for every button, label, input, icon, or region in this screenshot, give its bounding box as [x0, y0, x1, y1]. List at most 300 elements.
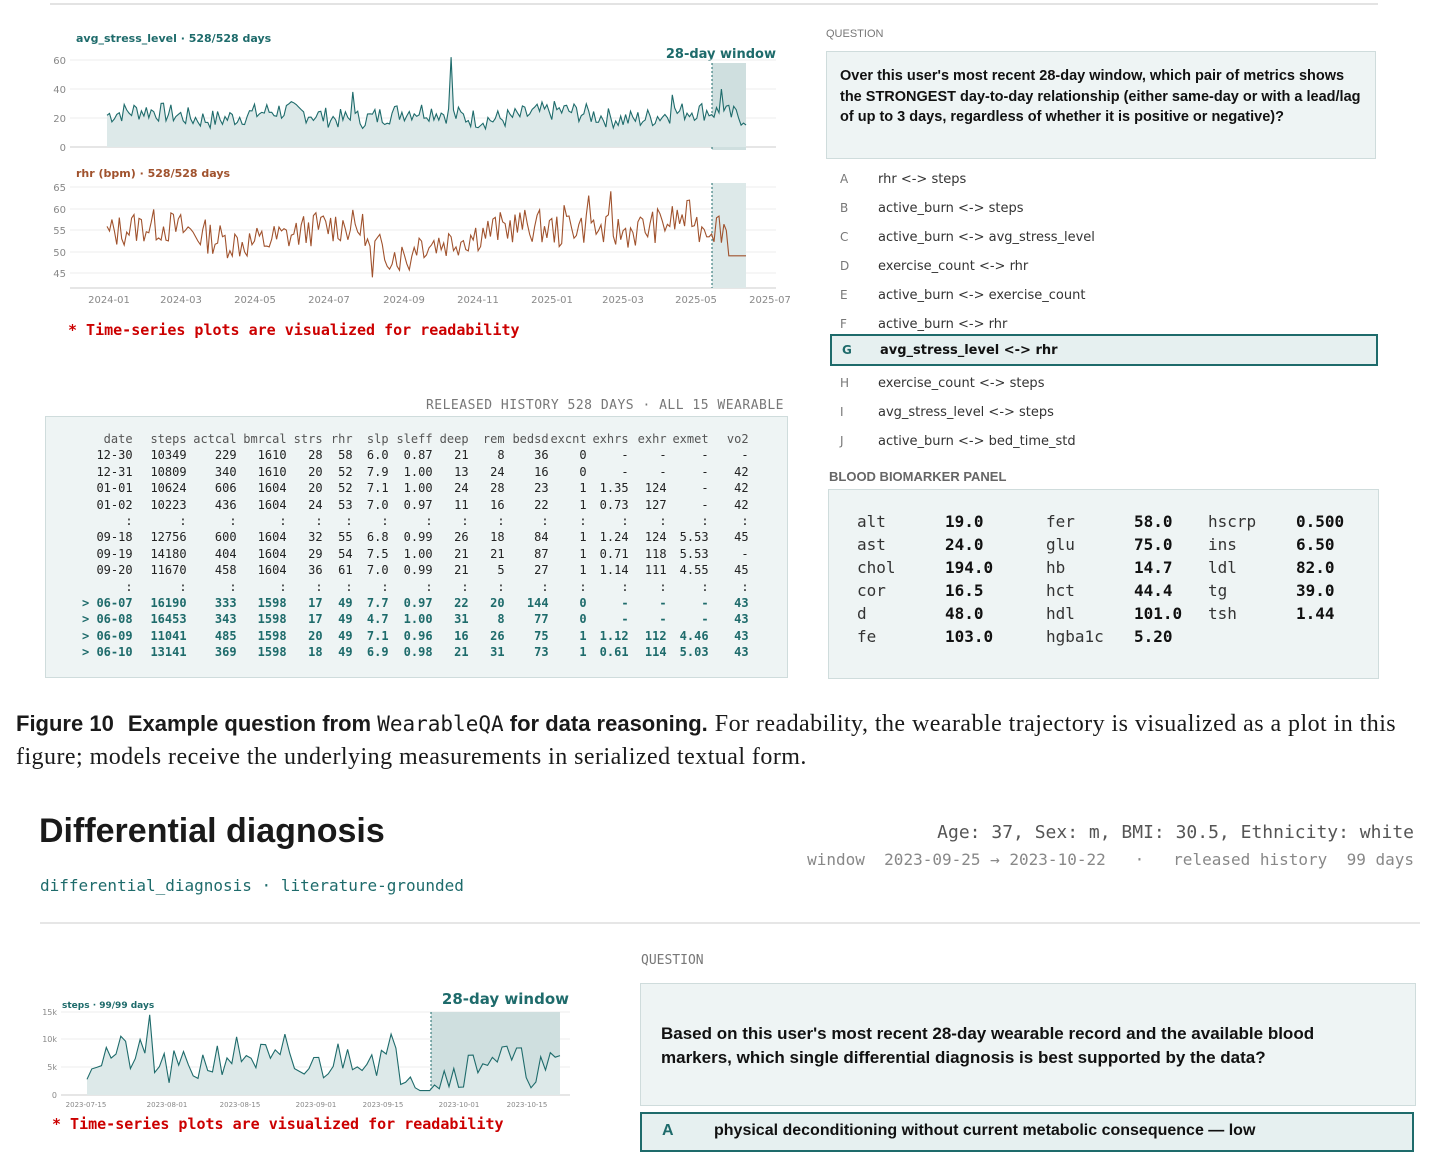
- stress-y-tick: 20: [53, 114, 66, 125]
- history-cell: 1.00: [403, 546, 433, 561]
- history-cell: 61: [338, 563, 353, 578]
- history-cell: 144: [526, 596, 549, 611]
- history-cell: 1.12: [599, 628, 629, 643]
- steps-x-tick: 2023-09-01: [295, 1101, 337, 1109]
- history-row: [82, 464, 749, 480]
- history-cell: 1.14: [599, 563, 629, 578]
- window-range: 2023-09-25 → 2023-10-22: [884, 850, 1106, 869]
- option-text: exercise_count <-> rhr: [878, 259, 1029, 274]
- biomarker-value: 19.0: [945, 512, 984, 531]
- option-letter: J: [840, 434, 844, 448]
- option-b[interactable]: [830, 195, 1378, 223]
- option-h[interactable]: [830, 370, 1378, 398]
- option-text: active_burn <-> exercise_count: [878, 288, 1086, 303]
- history-cell: :: [179, 514, 187, 529]
- biomarker-name: tsh: [1208, 604, 1237, 623]
- bottom-question-text: Based on this user's most recent 28-day wearable record and the available blood markers, which single differential diagnosis is best supported by the data?: [661, 1024, 1315, 1067]
- history-cell: 73: [534, 645, 549, 660]
- rhr-y-tick: 55: [53, 226, 66, 237]
- biomarker-name: alt: [857, 512, 886, 531]
- history-cell: 1610: [257, 464, 287, 479]
- history-cell: :: [125, 514, 133, 529]
- option-text: avg_stress_level <-> steps: [878, 405, 1054, 420]
- bottom-question-label: QUESTION: [641, 953, 704, 968]
- history-cell: 1: [579, 645, 587, 660]
- biomarker-value: 103.0: [945, 627, 994, 646]
- history-cell: -: [659, 464, 667, 479]
- history-cell: 1: [579, 530, 587, 545]
- history-row: [82, 447, 749, 463]
- history-cell: 17: [308, 596, 323, 611]
- history-cell: 8: [497, 612, 505, 627]
- biomarker-value: 82.0: [1296, 558, 1335, 577]
- history-cell: :: [461, 514, 469, 529]
- history-cell: 0.97: [403, 497, 433, 512]
- history-cell: 10809: [150, 464, 187, 479]
- biomarker-value: 39.0: [1296, 581, 1335, 600]
- history-cell: 84: [534, 530, 549, 545]
- option-a[interactable]: [830, 166, 1378, 194]
- history-recent-row: [82, 595, 749, 611]
- top-question-label: QUESTION: [826, 28, 884, 40]
- history-cell: 1604: [257, 563, 287, 578]
- history-cell: 11041: [150, 628, 187, 643]
- history-cell: 16: [490, 497, 505, 512]
- history-col-slp: slp: [366, 432, 389, 446]
- history-cell: 5.53: [679, 530, 709, 545]
- history-cell: 118: [644, 546, 667, 561]
- history-cell: 7.1: [366, 481, 389, 496]
- history-cell: :: [279, 514, 287, 529]
- rhr-x-tick: 2025-05: [675, 295, 717, 306]
- biomarker-name: fe: [857, 627, 877, 646]
- history-cell: 0.96: [403, 628, 433, 643]
- history-cell: 458: [214, 563, 237, 578]
- history-cell: 12756: [150, 530, 187, 545]
- history-row: [82, 562, 749, 578]
- option-text: exercise_count <-> steps: [878, 376, 1045, 391]
- biomarker-name: ldl: [1208, 558, 1237, 577]
- biomarker-value: 44.4: [1134, 581, 1173, 600]
- history-cell: :: [541, 514, 549, 529]
- history-cell: 7.7: [366, 596, 389, 611]
- history-recent-row: [82, 628, 749, 644]
- history-cell: 0.97: [403, 596, 433, 611]
- option-g[interactable]: [830, 334, 1378, 366]
- history-title: RELEASED HISTORY 528 DAYS · ALL 15 WEARABLE: [425, 398, 784, 413]
- bottom-window-info: window 2023-09-25 → 2023-10-22 · released history 99 days: [807, 850, 1414, 869]
- top-question-box: [826, 51, 1376, 159]
- history-cell: 29: [308, 546, 323, 561]
- history-cell: :: [125, 579, 133, 594]
- history-col-exhr: exhr: [637, 432, 667, 446]
- option-letter: B: [840, 201, 849, 215]
- history-cell: 58: [338, 448, 353, 463]
- history-cell: :: [579, 514, 587, 529]
- option-e[interactable]: [830, 282, 1378, 310]
- history-cell: 16: [454, 628, 469, 643]
- history-cell: 16453: [150, 612, 187, 627]
- history-col-rem: rem: [482, 432, 505, 446]
- history-row: [82, 546, 749, 562]
- window-label: window: [807, 850, 865, 869]
- steps-y-tick: 5k: [47, 1063, 57, 1072]
- history-cell: 1: [579, 481, 587, 496]
- history-cell: 16190: [150, 596, 187, 611]
- steps-y-axis: [42, 1008, 57, 1100]
- history-cell: 20: [490, 596, 505, 611]
- history-cell: 21: [454, 645, 469, 660]
- history-cell: 1: [579, 563, 587, 578]
- bottom-demographics: Age: 37, Sex: m, BMI: 30.5, Ethnicity: white: [937, 822, 1414, 843]
- option-letter: G: [842, 343, 852, 357]
- top-chart-panel: [40, 20, 800, 320]
- history-cell: 1604: [257, 497, 287, 512]
- biomarker-value: 1.44: [1296, 604, 1335, 623]
- history-cell: :: [179, 579, 187, 594]
- history-cell: -: [701, 481, 709, 496]
- history-cell: 1: [579, 497, 587, 512]
- rhr-x-tick: 2025-07: [749, 295, 791, 306]
- option-text: active_burn <-> bed_time_std: [878, 434, 1076, 449]
- stress-y-tick: 60: [53, 56, 66, 67]
- option-d[interactable]: [830, 253, 1378, 281]
- history-cell: 1: [579, 546, 587, 561]
- option-i[interactable]: [830, 399, 1378, 427]
- rhr-x-tick: 2025-01: [531, 295, 573, 306]
- biomarker-name: hgba1c: [1046, 627, 1104, 646]
- history-row: [82, 480, 749, 496]
- history-cell: 0: [579, 596, 587, 611]
- top-readability-note: * Time-series plots are visualized for readability: [68, 321, 520, 339]
- history-cell: 43: [734, 645, 749, 660]
- history-cell: :: [579, 579, 587, 594]
- option-letter: E: [840, 288, 848, 302]
- history-cell: 36: [308, 563, 323, 578]
- rhr-y-tick: 60: [53, 205, 66, 216]
- history-cell: :: [345, 514, 353, 529]
- history-col-vo2: vo2: [726, 432, 749, 446]
- history-cell: 01-02: [96, 497, 133, 512]
- history-cell: 28: [308, 448, 323, 463]
- history-cell: 36: [534, 448, 549, 463]
- history-cell: 1604: [257, 481, 287, 496]
- history-cell: :: [425, 514, 433, 529]
- history-cell: 13: [454, 464, 469, 479]
- rhr-x-tick: 2025-03: [602, 295, 644, 306]
- history-cell: 1.00: [403, 612, 433, 627]
- biomarker-value: 48.0: [945, 604, 984, 623]
- history-cell: 4.7: [366, 612, 389, 627]
- bottom-chart-panel: [30, 985, 610, 1113]
- history-cell: :: [315, 514, 323, 529]
- option-letter: H: [840, 376, 850, 390]
- history-cell: 01-01: [96, 481, 133, 496]
- history-cell: :: [701, 579, 709, 594]
- history-cell: 42: [734, 481, 749, 496]
- option-j[interactable]: [830, 428, 1378, 456]
- history-cell: 6.9: [366, 645, 389, 660]
- history-cell: 26: [490, 628, 505, 643]
- caption-label: Figure 10: [16, 711, 114, 736]
- rhr-x-tick: 2024-11: [457, 295, 499, 306]
- history-cell: :: [461, 579, 469, 594]
- biomarker-name: d: [857, 604, 867, 623]
- history-cell: 7.5: [366, 546, 389, 561]
- history-cell: :: [345, 579, 353, 594]
- history-cell: 1604: [257, 546, 287, 561]
- steps-window-label: 28-day window: [441, 990, 569, 1008]
- history-cell: 53: [338, 497, 353, 512]
- history-cell: -: [701, 612, 709, 627]
- history-cell: 45: [734, 530, 749, 545]
- history-cell: 10349: [150, 448, 187, 463]
- history-row: [82, 513, 749, 529]
- history-cell: > 06-08: [82, 612, 133, 627]
- rhr-window-shade: [712, 183, 746, 288]
- history-cell: 1: [579, 628, 587, 643]
- history-cell: 0.61: [599, 645, 629, 660]
- history-cell: 6.0: [366, 448, 389, 463]
- stress-y-tick: 40: [53, 85, 66, 96]
- history-cell: 52: [338, 481, 353, 496]
- history-cell: 20: [308, 481, 323, 496]
- history-cell: -: [701, 448, 709, 463]
- history-cell: 1598: [257, 628, 287, 643]
- history-cell: :: [701, 514, 709, 529]
- history-cell: :: [279, 579, 287, 594]
- history-cell: :: [381, 514, 389, 529]
- history-cell: 43: [734, 612, 749, 627]
- biomarker-name: glu: [1046, 535, 1075, 554]
- bottom-option-text: physical deconditioning without current metabolic consequence — low: [714, 1122, 1256, 1139]
- history-recent-row: [82, 611, 749, 627]
- caption-title-pre: Example question from: [127, 711, 378, 736]
- history-cell: 1598: [257, 596, 287, 611]
- history-cell: :: [659, 579, 667, 594]
- history-cell: 31: [454, 612, 469, 627]
- history-label: released history: [1173, 850, 1328, 869]
- biomarker-value: 16.5: [945, 581, 984, 600]
- history-cell: -: [621, 464, 629, 479]
- biomarker-value: 6.50: [1296, 535, 1335, 554]
- stress-area: [107, 57, 746, 147]
- history-cell: 45: [734, 563, 749, 578]
- history-cell: 10223: [150, 497, 187, 512]
- option-text: active_burn <-> rhr: [878, 317, 1008, 332]
- option-letter: D: [840, 259, 850, 273]
- history-cell: 0: [579, 464, 587, 479]
- history-col-steps: steps: [150, 432, 187, 446]
- steps-x-tick: 2023-08-01: [146, 1101, 188, 1109]
- history-cell: 7.0: [366, 563, 389, 578]
- history-cell: 16: [534, 464, 549, 479]
- history-cell: 1.35: [599, 481, 629, 496]
- history-cell: 27: [534, 563, 549, 578]
- history-cell: 22: [534, 497, 549, 512]
- history-cell: :: [497, 514, 505, 529]
- steps-y-tick: 10k: [42, 1035, 57, 1044]
- history-cell: 49: [338, 596, 353, 611]
- history-panel: [45, 416, 788, 678]
- history-cell: > 06-07: [82, 596, 133, 611]
- history-recent-row: [82, 644, 749, 660]
- history-cell: 54: [338, 546, 353, 561]
- history-cell: 485: [214, 628, 237, 643]
- steps-chart-name: steps · 99/99 days: [62, 1001, 155, 1011]
- history-cell: 0.98: [403, 645, 433, 660]
- rhr-y-axis: [53, 183, 66, 280]
- biomarker-value: 75.0: [1134, 535, 1173, 554]
- biomarker-name: ast: [857, 535, 886, 554]
- history-cell: 8: [497, 448, 505, 463]
- history-cell: 7.0: [366, 497, 389, 512]
- history-cell: 09-18: [96, 530, 133, 545]
- rhr-y-tick: 65: [53, 183, 66, 194]
- history-cell: 0.99: [403, 530, 433, 545]
- history-cell: 5.53: [679, 546, 709, 561]
- option-letter: F: [840, 317, 847, 331]
- biomarker-name: hct: [1046, 581, 1075, 600]
- history-cell: 21: [454, 563, 469, 578]
- history-cell: 87: [534, 546, 549, 561]
- history-cell: 09-20: [96, 563, 133, 578]
- history-cell: 0.99: [403, 563, 433, 578]
- history-cell: 436: [214, 497, 237, 512]
- history-cell: 21: [454, 448, 469, 463]
- history-col-rhr: rhr: [330, 432, 353, 446]
- history-cell: 24: [308, 497, 323, 512]
- biomarker-name: tg: [1208, 581, 1228, 600]
- history-cell: 5.03: [679, 645, 709, 660]
- history-cell: 17: [308, 612, 323, 627]
- history-cell: 0.73: [599, 497, 629, 512]
- biomarker-value: 58.0: [1134, 512, 1173, 531]
- history-cell: 112: [644, 628, 667, 643]
- history-cell: 0.71: [599, 546, 629, 561]
- history-cell: 18: [490, 530, 505, 545]
- history-cell: 369: [214, 645, 237, 660]
- caption-body: For readability, the wearable trajectory is visualized as a plot in this figure; models receive the underlying measurements in serialized textual form.: [16, 711, 1397, 770]
- stress-chart-name: avg_stress_level · 528/528 days: [76, 32, 272, 45]
- history-cell: > 06-09: [82, 628, 133, 643]
- history-cell: 24: [454, 481, 469, 496]
- history-col-exhrs: exhrs: [592, 432, 629, 446]
- steps-x-tick: 2023-07-15: [65, 1101, 107, 1109]
- history-cell: -: [741, 546, 749, 561]
- history-row: [82, 497, 749, 513]
- history-cell: 600: [214, 530, 237, 545]
- history-cell: -: [741, 448, 749, 463]
- bottom-option-a[interactable]: [640, 1112, 1414, 1152]
- rhr-x-tick: 2024-07: [308, 295, 350, 306]
- history-col-excnt: excnt: [550, 432, 587, 446]
- history-table: [82, 431, 749, 661]
- biomarker-name: hb: [1046, 558, 1066, 577]
- history-cell: 75: [534, 628, 549, 643]
- rhr-x-tick: 2024-09: [383, 295, 425, 306]
- history-cell: 42: [734, 464, 749, 479]
- history-cell: :: [229, 514, 237, 529]
- biomarker-name: cor: [857, 581, 886, 600]
- history-cell: 340: [214, 464, 237, 479]
- rhr-x-axis: [88, 295, 791, 306]
- history-cell: 0.87: [403, 448, 433, 463]
- option-c[interactable]: [830, 224, 1378, 252]
- stress-y-tick: 0: [59, 143, 66, 154]
- option-text: avg_stress_level <-> rhr: [880, 343, 1058, 358]
- history-cell: 1604: [257, 530, 287, 545]
- history-cell: 24: [490, 464, 505, 479]
- bottom-title: Differential diagnosis: [39, 812, 385, 850]
- history-cell: 1.00: [403, 481, 433, 496]
- top-question-text: Over this user's most recent 28-day window, which pair of metrics shows the STRONGEST day-to-day relationship (either same-day or with a lead/lag of up to 3 days, regardless of whether it is positive or negative)?: [840, 68, 1361, 125]
- history-cell: 127: [644, 497, 667, 512]
- option-letter: I: [840, 405, 844, 419]
- history-cell: 18: [308, 645, 323, 660]
- history-cell: 14180: [150, 546, 187, 561]
- history-col-date: date: [103, 432, 133, 446]
- history-cell: :: [381, 579, 389, 594]
- history-cell: 49: [338, 645, 353, 660]
- history-col-sleff: sleff: [396, 432, 433, 446]
- history-cell: 5: [497, 563, 505, 578]
- history-cell: 1.00: [403, 464, 433, 479]
- history-cell: 32: [308, 530, 323, 545]
- biomarker-value: 194.0: [945, 558, 994, 577]
- option-text: active_burn <-> steps: [878, 201, 1024, 216]
- history-row: [82, 529, 749, 545]
- history-cell: 1.24: [599, 530, 629, 545]
- history-cell: 7.1: [366, 628, 389, 643]
- bottom-readability-note: * Time-series plots are visualized for readability: [52, 1115, 504, 1133]
- option-letter: C: [840, 230, 849, 244]
- history-cell: :: [497, 579, 505, 594]
- steps-x-tick: 2023-09-15: [362, 1101, 404, 1109]
- biomarker-name: chol: [857, 558, 896, 577]
- rhr-y-tick: 45: [53, 269, 66, 280]
- history-cell: 124: [644, 481, 667, 496]
- history-cell: 10624: [150, 481, 187, 496]
- history-cell: 0: [579, 448, 587, 463]
- history-cell: 1598: [257, 645, 287, 660]
- history-col-actcal: actcal: [193, 432, 237, 446]
- history-col-strs: strs: [293, 432, 323, 446]
- bottom-rule: [40, 922, 1420, 924]
- history-cell: 4.55: [679, 563, 709, 578]
- history-cell: 11670: [150, 563, 187, 578]
- biomarker-name: ins: [1208, 535, 1237, 554]
- history-cell: 0: [579, 612, 587, 627]
- history-cell: 12-30: [96, 448, 133, 463]
- biomarker-value: 14.7: [1134, 558, 1173, 577]
- biomarker-panel: [828, 489, 1379, 679]
- history-cell: :: [621, 514, 629, 529]
- history-cell: -: [701, 596, 709, 611]
- steps-x-tick: 2023-10-01: [438, 1101, 480, 1109]
- biomarker-value: 0.500: [1296, 512, 1345, 531]
- stress-window-label: 28-day window: [665, 47, 776, 62]
- steps-y-tick: 0: [51, 1091, 57, 1100]
- history-cell: 21: [490, 546, 505, 561]
- history-cell: -: [659, 448, 667, 463]
- biomarker-value: 101.0: [1134, 604, 1183, 623]
- history-cell: :: [621, 579, 629, 594]
- history-cell: -: [701, 497, 709, 512]
- history-cell: :: [315, 579, 323, 594]
- steps-x-tick: 2023-10-15: [506, 1101, 548, 1109]
- history-cell: -: [621, 612, 629, 627]
